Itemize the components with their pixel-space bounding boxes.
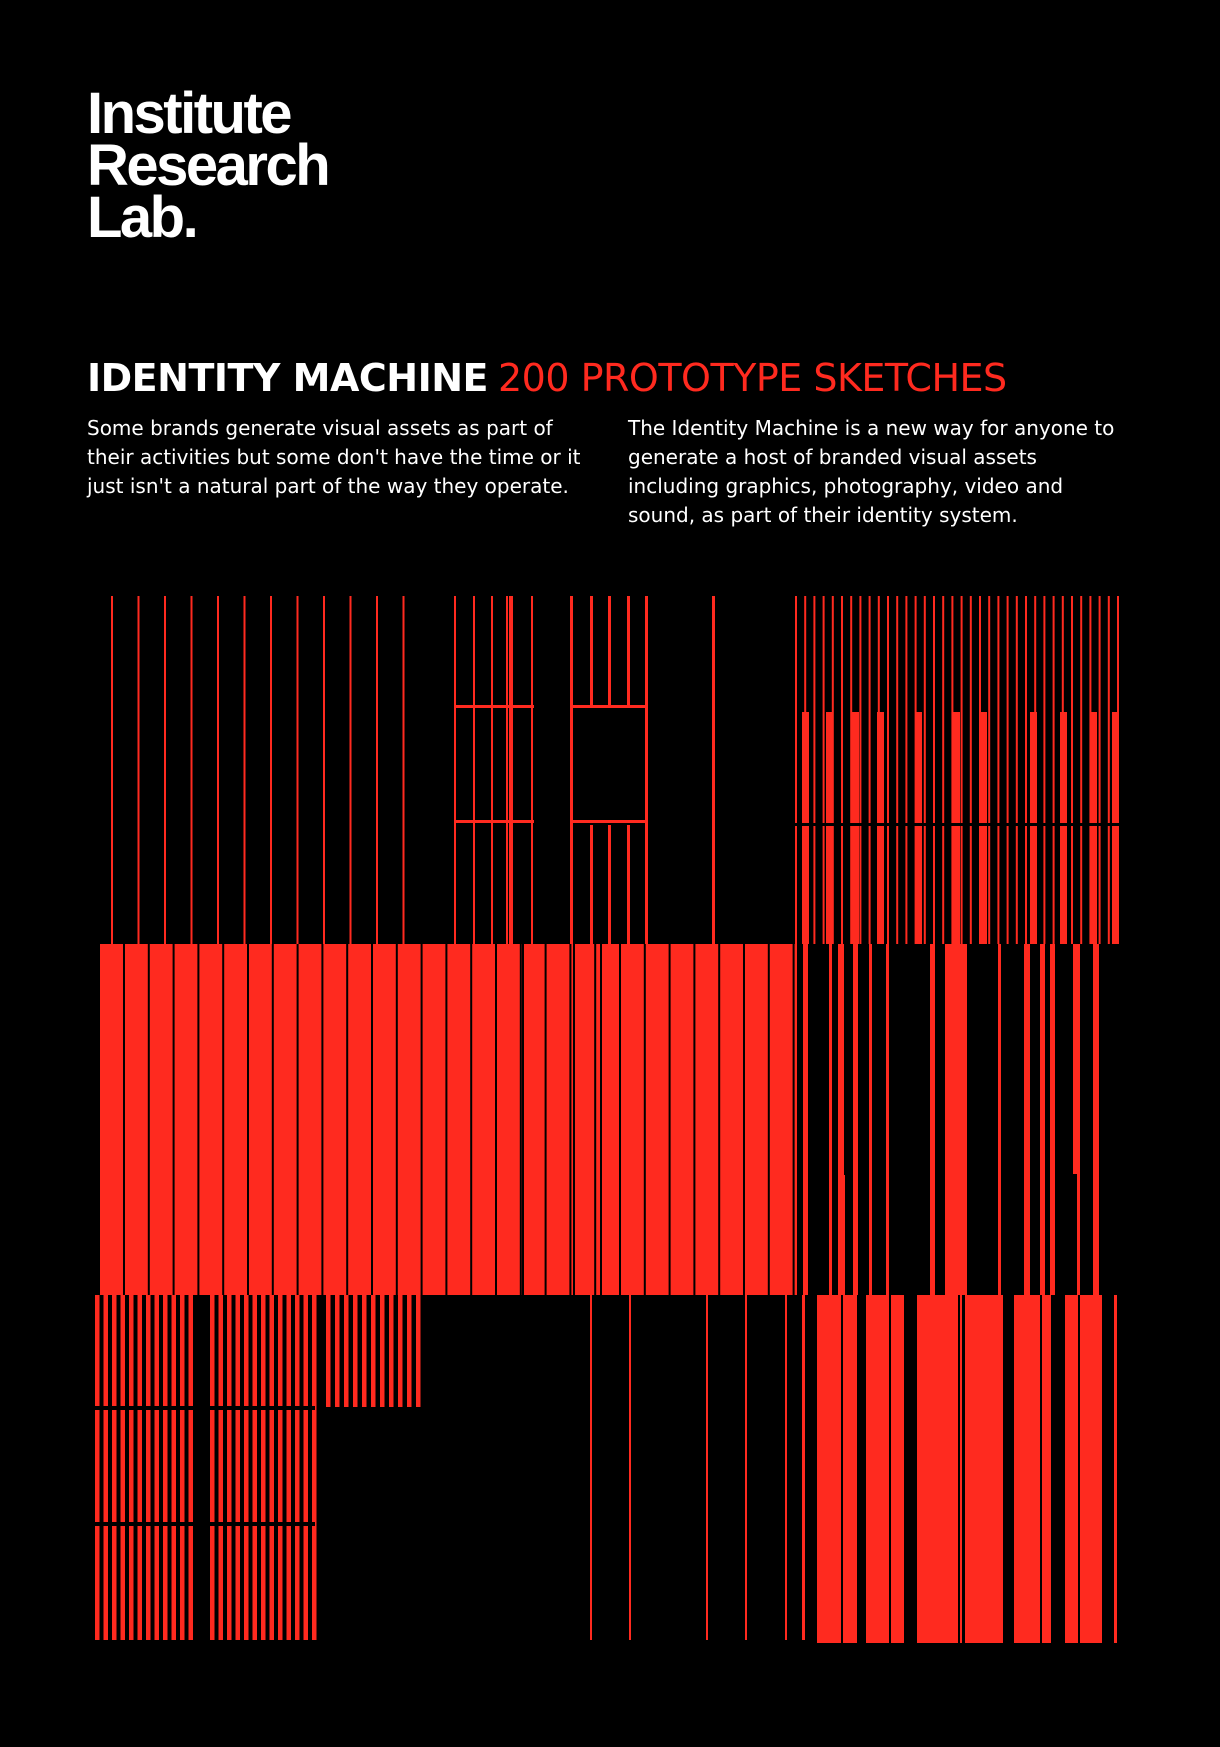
thin-line-171 — [802, 1295, 805, 1640]
divider-83 — [222, 944, 224, 1295]
thin-line-38 — [869, 596, 871, 944]
divider-97 — [569, 944, 571, 1295]
thin-line-0 — [111, 596, 113, 944]
thin-line-61 — [1080, 596, 1082, 944]
divider-101 — [669, 944, 671, 1295]
comb-155 — [326, 1295, 331, 1407]
thin-line-63 — [1099, 596, 1101, 944]
divider-89 — [371, 944, 373, 1295]
thin-line-183 — [1114, 1295, 1117, 1643]
divider-109 — [600, 944, 602, 1295]
stripe-120 — [1077, 944, 1080, 1295]
heading-subtitle: 200 PROTOTYPE SKETCHES — [497, 356, 1007, 400]
comb-144 — [244, 1295, 249, 1640]
thin-line-51 — [988, 596, 990, 944]
thin-line-30 — [795, 596, 797, 944]
stripe-122 — [839, 1175, 845, 1295]
stripe-113 — [853, 944, 858, 1295]
comb-161 — [380, 1295, 385, 1407]
thin-line-15 — [506, 596, 508, 944]
thin-line-41 — [896, 596, 898, 944]
divider-87 — [321, 944, 323, 1295]
comb-145 — [253, 1295, 258, 1640]
comb-160 — [371, 1295, 376, 1407]
thin-line-37 — [859, 596, 861, 944]
comb-132 — [129, 1295, 134, 1640]
comb-159 — [362, 1295, 367, 1407]
thin-line-18 — [509, 596, 512, 944]
wide-line-66 — [802, 712, 809, 944]
thin-line-35 — [841, 596, 843, 944]
thin-line-24 — [712, 596, 715, 944]
divider-103 — [718, 944, 720, 1295]
thin-line-2 — [164, 596, 166, 944]
divider-88 — [346, 944, 348, 1295]
logo-line-lab: Lab. — [87, 185, 197, 250]
stripe-110 — [803, 944, 808, 1295]
comb-147 — [270, 1295, 275, 1640]
comb-165 — [416, 1295, 421, 1407]
wide-line-68 — [852, 712, 859, 944]
thin-line-40 — [887, 596, 889, 944]
comb-163 — [398, 1295, 403, 1407]
thin-line-44 — [924, 596, 926, 944]
stripe-119 — [1040, 944, 1045, 1295]
comb-136 — [163, 1295, 168, 1640]
h-tick-29 — [570, 820, 647, 823]
thick-bar-172 — [817, 1295, 857, 1643]
comb-150 — [295, 1295, 300, 1640]
comb-gap-153 — [90, 1406, 315, 1410]
divider-90 — [396, 944, 398, 1295]
divider-91 — [421, 944, 423, 1295]
comb-142 — [227, 1295, 232, 1640]
thin-line-11 — [403, 596, 405, 944]
comb-129 — [104, 1295, 109, 1640]
divider-81 — [173, 944, 175, 1295]
divider-82 — [197, 944, 199, 1295]
wide-line-76 — [1112, 712, 1119, 944]
comb-137 — [172, 1295, 177, 1640]
thin-line-48 — [961, 596, 963, 944]
comb-140 — [210, 1295, 215, 1640]
comb-130 — [112, 1295, 117, 1640]
thin-line-36 — [850, 596, 852, 944]
thin-line-169 — [745, 1295, 747, 1640]
wide-line-75 — [1090, 712, 1097, 944]
comb-141 — [219, 1295, 224, 1640]
thin-line-64 — [1108, 596, 1110, 944]
thick-bar-174 — [917, 1295, 962, 1643]
comb-133 — [138, 1295, 143, 1640]
wide-line-71 — [953, 712, 960, 944]
bar-split-178 — [841, 1295, 843, 1643]
comb-148 — [278, 1295, 283, 1640]
stripe-123 — [945, 944, 967, 1295]
comb-138 — [180, 1295, 185, 1640]
thin-line-166 — [590, 1295, 592, 1640]
comb-164 — [407, 1295, 412, 1407]
h-tick-28 — [570, 705, 647, 708]
bar-split-181 — [1040, 1295, 1042, 1643]
bar-split-180 — [958, 1295, 960, 1643]
wide-line-70 — [915, 712, 922, 944]
comb-156 — [335, 1295, 340, 1407]
divider-79 — [123, 944, 125, 1295]
divider-98 — [594, 944, 596, 1295]
wide-line-67 — [826, 712, 833, 944]
thin-line-33 — [823, 596, 825, 944]
thin-line-13 — [473, 596, 475, 944]
thick-bar-177 — [1065, 1295, 1102, 1643]
thin-line-53 — [1007, 596, 1009, 944]
thin-line-4 — [217, 596, 219, 944]
divider-94 — [495, 944, 497, 1295]
thin-line-23 — [645, 596, 648, 944]
divider-100 — [644, 944, 646, 1295]
thin-line-54 — [1016, 596, 1018, 944]
thin-line-7 — [297, 596, 299, 944]
stripe-115 — [886, 944, 889, 1295]
comb-146 — [261, 1295, 266, 1640]
divider-93 — [470, 944, 472, 1295]
thin-line-10 — [376, 596, 378, 944]
thin-line-57 — [1043, 596, 1045, 944]
wide-line-74 — [1060, 712, 1067, 944]
heading-title: IDENTITY MACHINE — [87, 356, 488, 400]
thin-line-45 — [933, 596, 935, 944]
divider-96 — [545, 944, 547, 1295]
thin-line-3 — [191, 596, 193, 944]
thin-line-168 — [706, 1295, 708, 1640]
bar-split-182 — [1078, 1295, 1080, 1643]
comb-157 — [344, 1295, 349, 1407]
divider-95 — [520, 944, 522, 1295]
thin-line-46 — [942, 596, 944, 944]
thin-line-19 — [570, 596, 573, 944]
divider-105 — [768, 944, 770, 1295]
divider-85 — [272, 944, 274, 1295]
comb-134 — [146, 1295, 151, 1640]
big-block-78 — [100, 944, 797, 1295]
thin-line-8 — [323, 596, 325, 944]
divider-86 — [297, 944, 299, 1295]
logo-line-institute: Institute — [87, 81, 291, 146]
stripe-111 — [829, 944, 832, 1295]
wide-line-72 — [980, 712, 987, 944]
divider-99 — [619, 944, 621, 1295]
divider-107 — [522, 944, 524, 1295]
stripe-125 — [1050, 944, 1055, 1295]
comb-158 — [353, 1295, 358, 1407]
thin-line-12 — [454, 596, 456, 944]
notch-25 — [573, 705, 645, 825]
bar-split-179 — [889, 1295, 891, 1643]
thin-line-1 — [138, 596, 140, 944]
comb-131 — [121, 1295, 126, 1640]
comb-152 — [312, 1295, 317, 1640]
thick-bar-173 — [866, 1295, 904, 1643]
thin-line-170 — [785, 1295, 787, 1640]
thin-line-6 — [270, 596, 272, 944]
intro-right-paragraph: The Identity Machine is a new way for anyone to generate a host of branded visual assets including graphics, photography, video and sound, as part of their identity system. — [628, 416, 1115, 527]
wide-line-73 — [1030, 712, 1037, 944]
divider-84 — [247, 944, 249, 1295]
thin-line-167 — [629, 1295, 631, 1640]
thin-line-58 — [1053, 596, 1055, 944]
divider-106 — [793, 944, 795, 1295]
comb-151 — [304, 1295, 309, 1640]
divider-102 — [693, 944, 695, 1295]
thin-line-49 — [970, 596, 972, 944]
thin-line-32 — [813, 596, 815, 944]
divider-92 — [445, 944, 447, 1295]
thin-line-17 — [531, 596, 533, 944]
thin-line-9 — [350, 596, 352, 944]
gap-line-77 — [795, 823, 1125, 826]
divider-80 — [148, 944, 150, 1295]
thin-line-60 — [1071, 596, 1073, 944]
divider-108 — [573, 944, 575, 1295]
comb-149 — [287, 1295, 292, 1640]
comb-162 — [389, 1295, 394, 1407]
comb-gap-154 — [90, 1522, 315, 1526]
stripe-127 — [1093, 944, 1099, 1295]
stripe-118 — [998, 944, 1001, 1295]
h-tick-26 — [454, 705, 534, 708]
stripe-116 — [930, 944, 935, 1295]
thin-line-55 — [1025, 596, 1027, 944]
logo-line-research: Research — [87, 133, 329, 198]
divider-104 — [743, 944, 745, 1295]
thin-line-14 — [491, 596, 493, 944]
h-tick-27 — [454, 820, 534, 823]
comb-128 — [95, 1295, 100, 1640]
comb-143 — [236, 1295, 241, 1640]
stripe-126 — [1073, 944, 1077, 1174]
comb-139 — [189, 1295, 194, 1640]
thin-line-5 — [244, 596, 246, 944]
wide-line-69 — [877, 712, 884, 944]
intro-left-paragraph: Some brands generate visual assets as part of their activities but some don't have the time or it just isn't a natural part of the way they operate. — [87, 416, 581, 498]
thin-line-42 — [905, 596, 907, 944]
thick-bar-175 — [965, 1295, 1003, 1643]
comb-135 — [155, 1295, 160, 1640]
stripe-114 — [869, 944, 872, 1295]
thick-bar-176 — [1014, 1295, 1051, 1643]
thin-line-52 — [997, 596, 999, 944]
stripe-124 — [1024, 944, 1030, 1295]
